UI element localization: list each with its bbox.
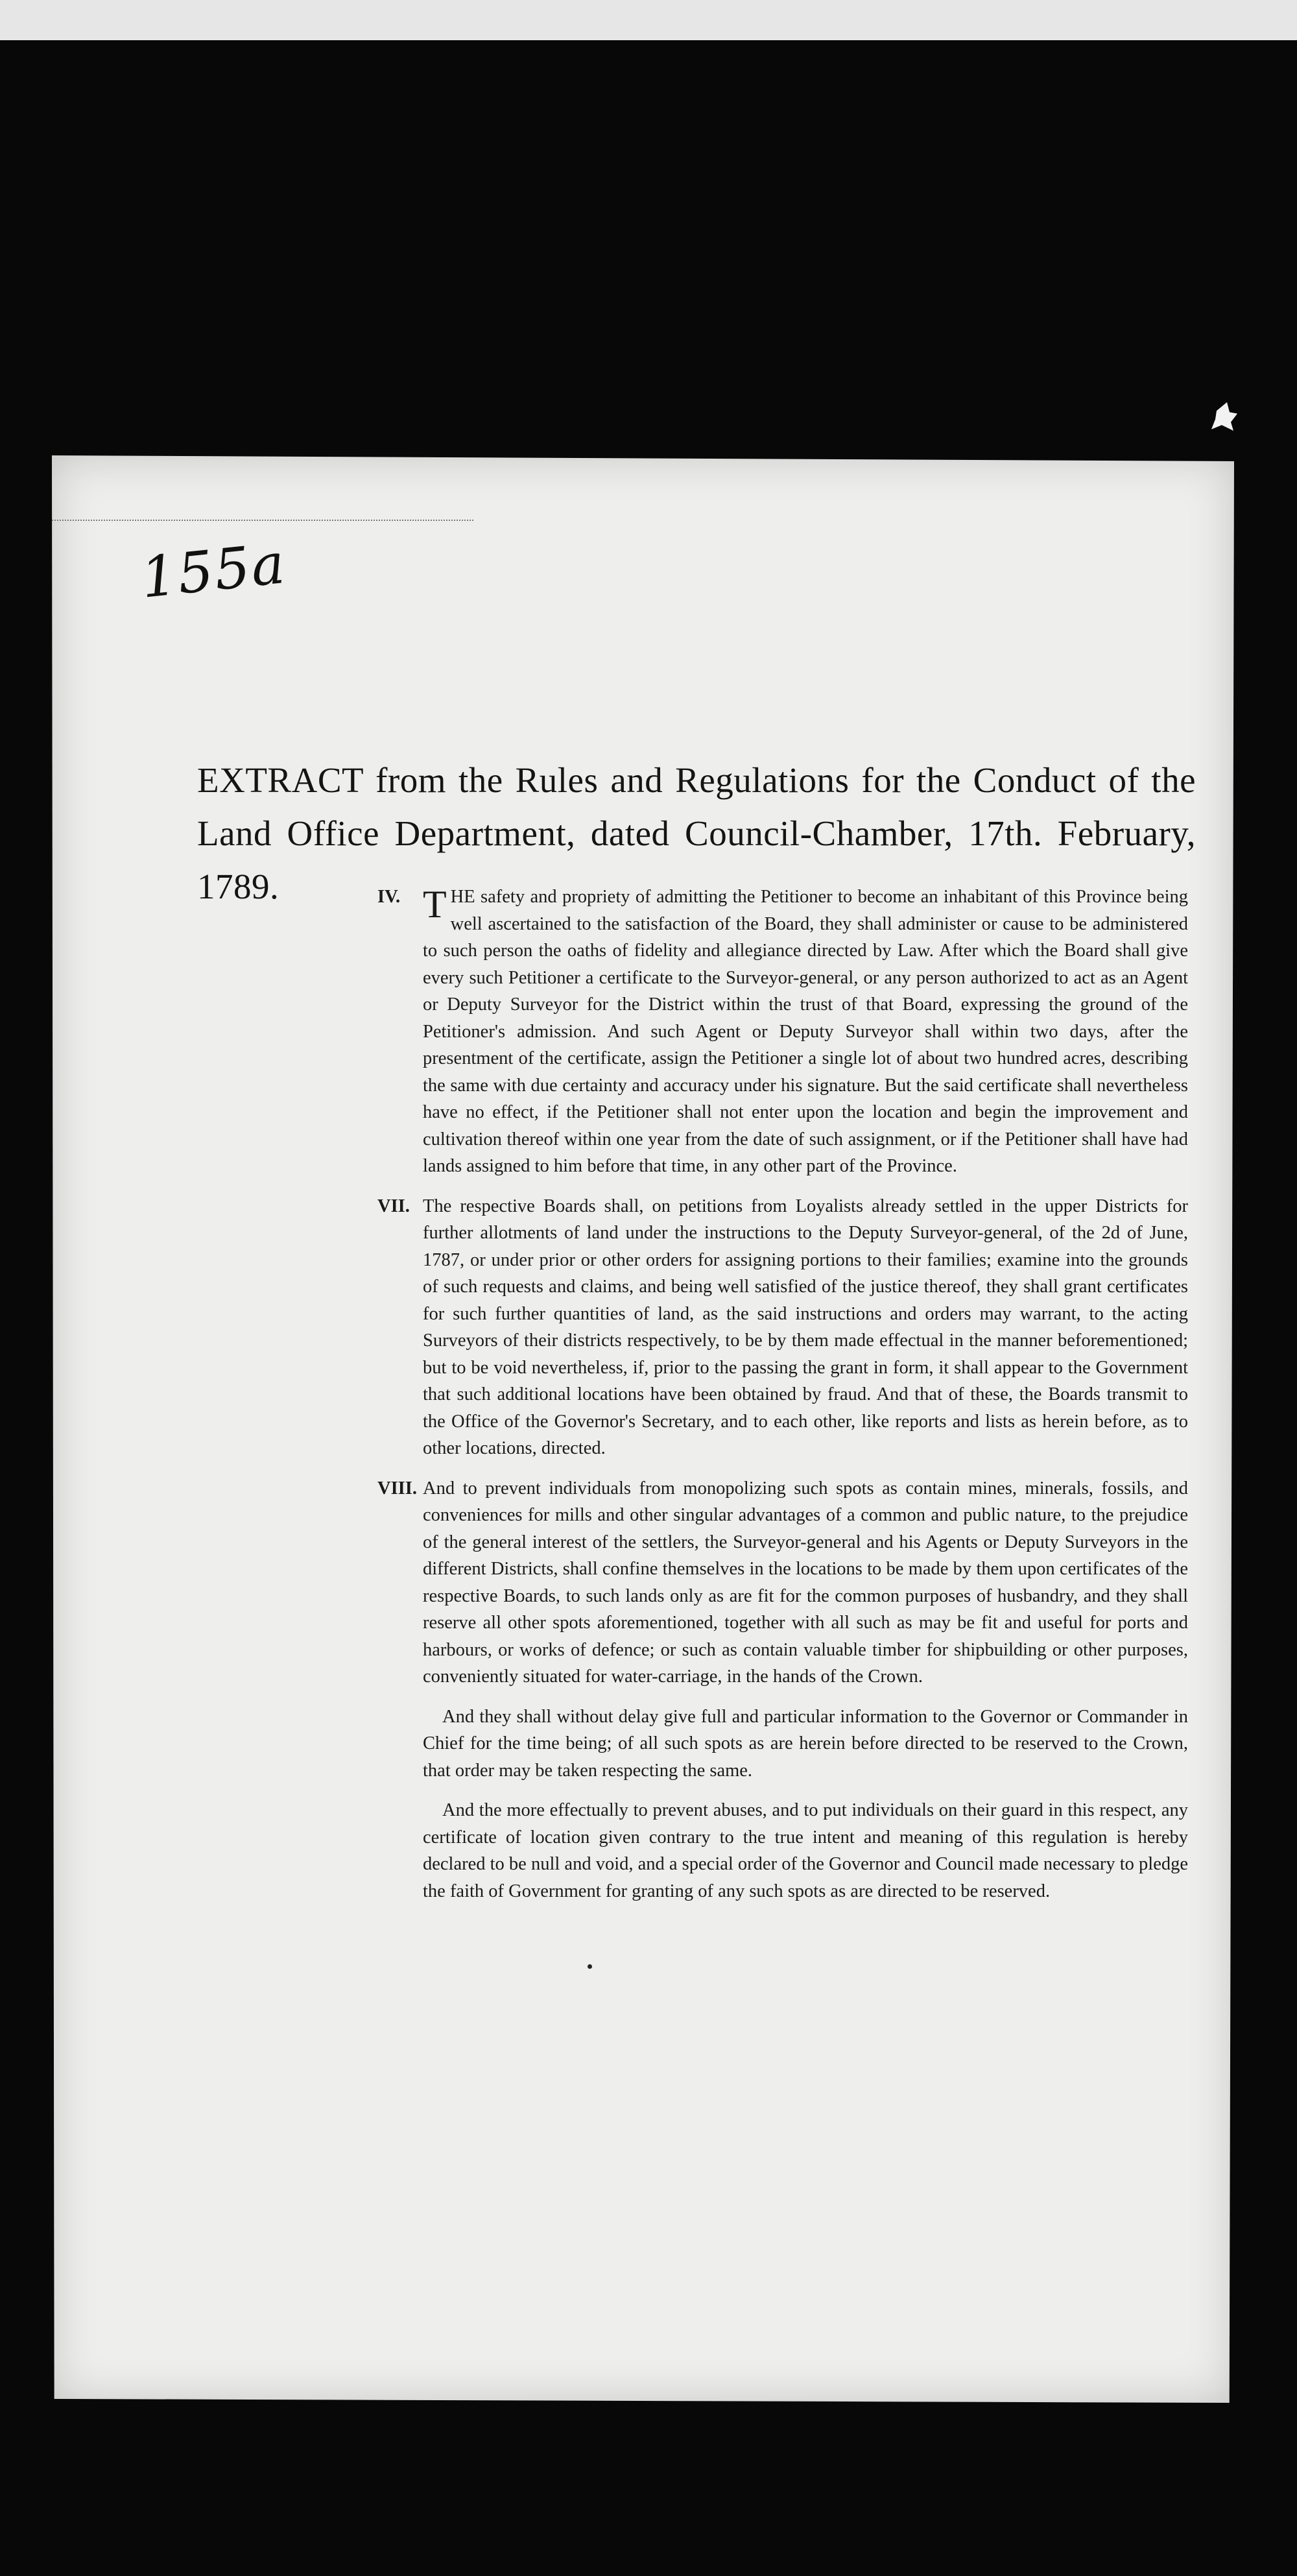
paper-corner-fragment [1211,402,1237,431]
ink-dot [588,1964,592,1969]
section-vii [377,1193,1188,1462]
regulation-sections [377,884,1188,1918]
section-paragraph [423,884,1188,1180]
section-paragraph-text: HE safety and propriety of admitting the Petitioner to become an inhabitant of this Province being well ascertained to the satisfaction of the Board, they shall administer or cause to be administered to such person the oaths of fidelity and allegiance directed by Law. After which the Board shall give every such Petitioner a certificate to the Surveyor-general, or any person authorized to act as an Agent or Deputy Surveyor for the District within the trust of that Board, expressing the ground of the Petitioner's admission. And such Agent or Deputy Surveyor shall within two days, after the presentment of the certificate, assign the Petitioner a single lot of about two hundred acres, describing the same with due certainty and accuracy under his signature. But the said certificate shall nevertheless have no effect, if the Petitioner shall not enter upon the location and begin the improvement and cultivation thereof within one year from the date of such assignment, or if the Petitioner shall have had lands assigned to him before that time, in any other part of the Province. [423,887,1188,1176]
scanner-top-strip [0,0,1297,40]
section-iv [377,884,1188,1180]
section-paragraph: The respective Boards shall, on petitions from Loyalists already settled in the upper Districts for further allotments of land under the instructions to the Deputy Surveyor-general, of the 2d of June, 1787, or under prior or other orders for assigning portions to their families; examine into the grounds of such requests and claims, and being well satisfied of the justice thereof, they shall grant certificates for such further quantities of land, as the said instructions and orders may warrant, to the acting Surveyors of their districts respectively, to be by them made effectual in the manner beforementioned; but to be void nevertheless, if, prior to the passing the grant in form, it shall appear to the Government that such additional locations have been obtained by fraud. And that of these, the Boards transmit to the Office of the Governor's Secretary, and to each other, like reports and lists as herein before, as to other locations, directed. [423,1196,1188,1458]
drop-cap: T [423,883,447,926]
section-paragraph: And they shall without delay give full and particular information to the Governor or Commander in Chief for the time being; of all such spots as are herein before directed to be reserved to the Crown, that order may be taken respecting the same. [423,1706,1188,1781]
section-paragraph: And the more effectually to prevent abuses, and to put individuals on their guard in this respect, any certificate of location given contrary to the true intent and meaning of this regulation is hereby declared to be null and void, and a special order of the Governor and Council made necessary to pledge the faith of Government for granting of any such spots as are directed to be reserved. [423,1800,1188,1901]
section-number: VIII. [377,1478,417,1499]
handwritten-archive-number: 155a [137,531,289,611]
section-number: VII. [377,1196,410,1216]
section-paragraph: And to prevent individuals from monopolizing such spots as contain mines, minerals, fossils, and conveniences for mills and other singular advantages of a common and public nature, to the prejudice of the general interest of the settlers, the Surveyor-general and his Agents or Deputy Surveyors in the different Districts, shall confine themselves in the locations to be made by them upon certificates of the respective Boards, to such lands only as are fit for the common purposes of husbandry, and they shall reserve all other spots aforementioned, together with all such as may be fit and useful for ports and harbours, or works of defence; or such as contain valuable timber for shipbuilding or other purposes, conveniently situated for water-carriage, in the hands of the Crown. [423,1478,1188,1687]
section-number: IV. [377,887,401,907]
top-dotted-rule [52,520,473,521]
section-viii [377,1475,1188,1905]
document-title: EXTRACT from the Rules and Regulations for the Conduct of the Land Office Department, dated Council-Chamber, 17th. February, 1789. [197,760,1196,906]
